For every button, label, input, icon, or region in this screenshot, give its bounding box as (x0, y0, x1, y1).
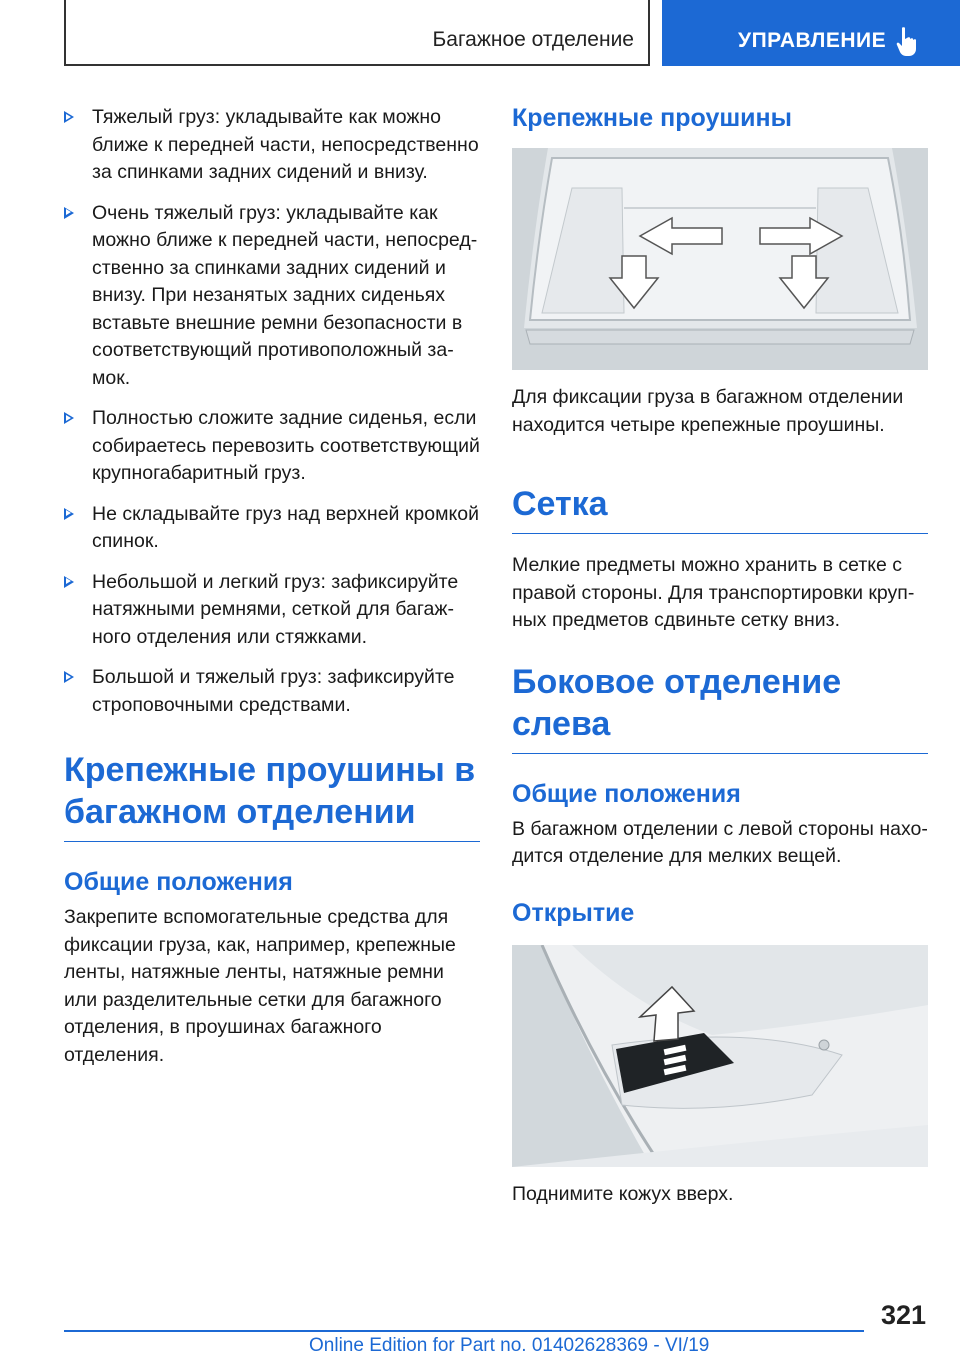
list-item: Небольшой и легкий груз: зафиксируйте натяжными ремнями, сеткой для багажного отделения или стяжками. (64, 569, 480, 652)
opening-caption: Поднимите кожух вверх. (512, 1182, 734, 1205)
page-number: 321 (880, 1300, 926, 1330)
triangle-bullet-icon (64, 576, 74, 588)
heading-general: Общие положения (64, 868, 293, 896)
right-column (512, 104, 928, 1208)
footer-divider (64, 1330, 864, 1332)
paragraph-general: Закрепите вспомогательные средства для фиксации груза, как, например, крепежные ленты, натяжные ленты, натяжные ремни или разделительные сетки для багажного отделения, в проушинах багажного отделения. (64, 906, 456, 1066)
heading-opening: Открытие (512, 898, 635, 927)
paragraph-side-general: В багажном отделении с левой стороны находится отделение для мелких вещей. (512, 817, 928, 867)
footer-edition: Online Edition for Part no. 01402628369 - VI/19 (309, 1335, 710, 1356)
heading-net: Сетка (512, 483, 928, 534)
header-chapter-tab[interactable] (662, 0, 960, 66)
heading-eyelets-trunk: Крепежные проушины в багажном отделении (64, 749, 480, 842)
heading-side-compartment: Боковое отделение слева (512, 661, 928, 754)
heading-eyelets: Крепежные проушины (512, 104, 793, 132)
list-item: Не складывайте груз над верхней кромкой спинок. (64, 501, 480, 556)
loading-tips-list (64, 104, 480, 719)
paragraph-net: Мелкие предметы можно хранить в сетке с правой стороны. Для транспортировки крупных предметов сдвиньте сетку вниз. (512, 554, 915, 631)
eyelets-caption: Для фиксации груза в багажном отделении находится четыре крепежные проушины. (512, 386, 904, 436)
header-section-box (64, 0, 650, 66)
list-item: Полностью сложите задние сиденья, если собираетесь перевозить соответствующий крупногабаритный груз. (64, 405, 480, 488)
triangle-bullet-icon (64, 111, 74, 123)
left-column (64, 104, 480, 1069)
header-section-title: Багажное отделение (432, 28, 634, 51)
pointing-hand-icon (896, 27, 922, 57)
triangle-bullet-icon (64, 412, 74, 424)
header-chapter-title: УПРАВЛЕНИЕ (738, 29, 887, 52)
list-item: Очень тяжелый груз: укладывайте как можно ближе к передней части, непосредственно за спинками задних сидений и внизу. При незанятых задних сиденьях вставьте внешние ремни безопасности в соответствующий противоположный замок. (64, 200, 480, 393)
triangle-bullet-icon (64, 207, 74, 219)
heading-side-general: Общие положения (512, 779, 741, 808)
trunk-eyelets-image (512, 148, 928, 370)
list-item: Большой и тяжелый груз: зафиксируйте строповочными средствами. (64, 664, 480, 719)
triangle-bullet-icon (64, 508, 74, 520)
triangle-bullet-icon (64, 671, 74, 683)
side-compartment-image (512, 945, 928, 1167)
list-item: Тяжелый груз: укладывайте как можно ближе к передней части, непосредственно за спинками задних сидений и внизу. (64, 104, 480, 187)
